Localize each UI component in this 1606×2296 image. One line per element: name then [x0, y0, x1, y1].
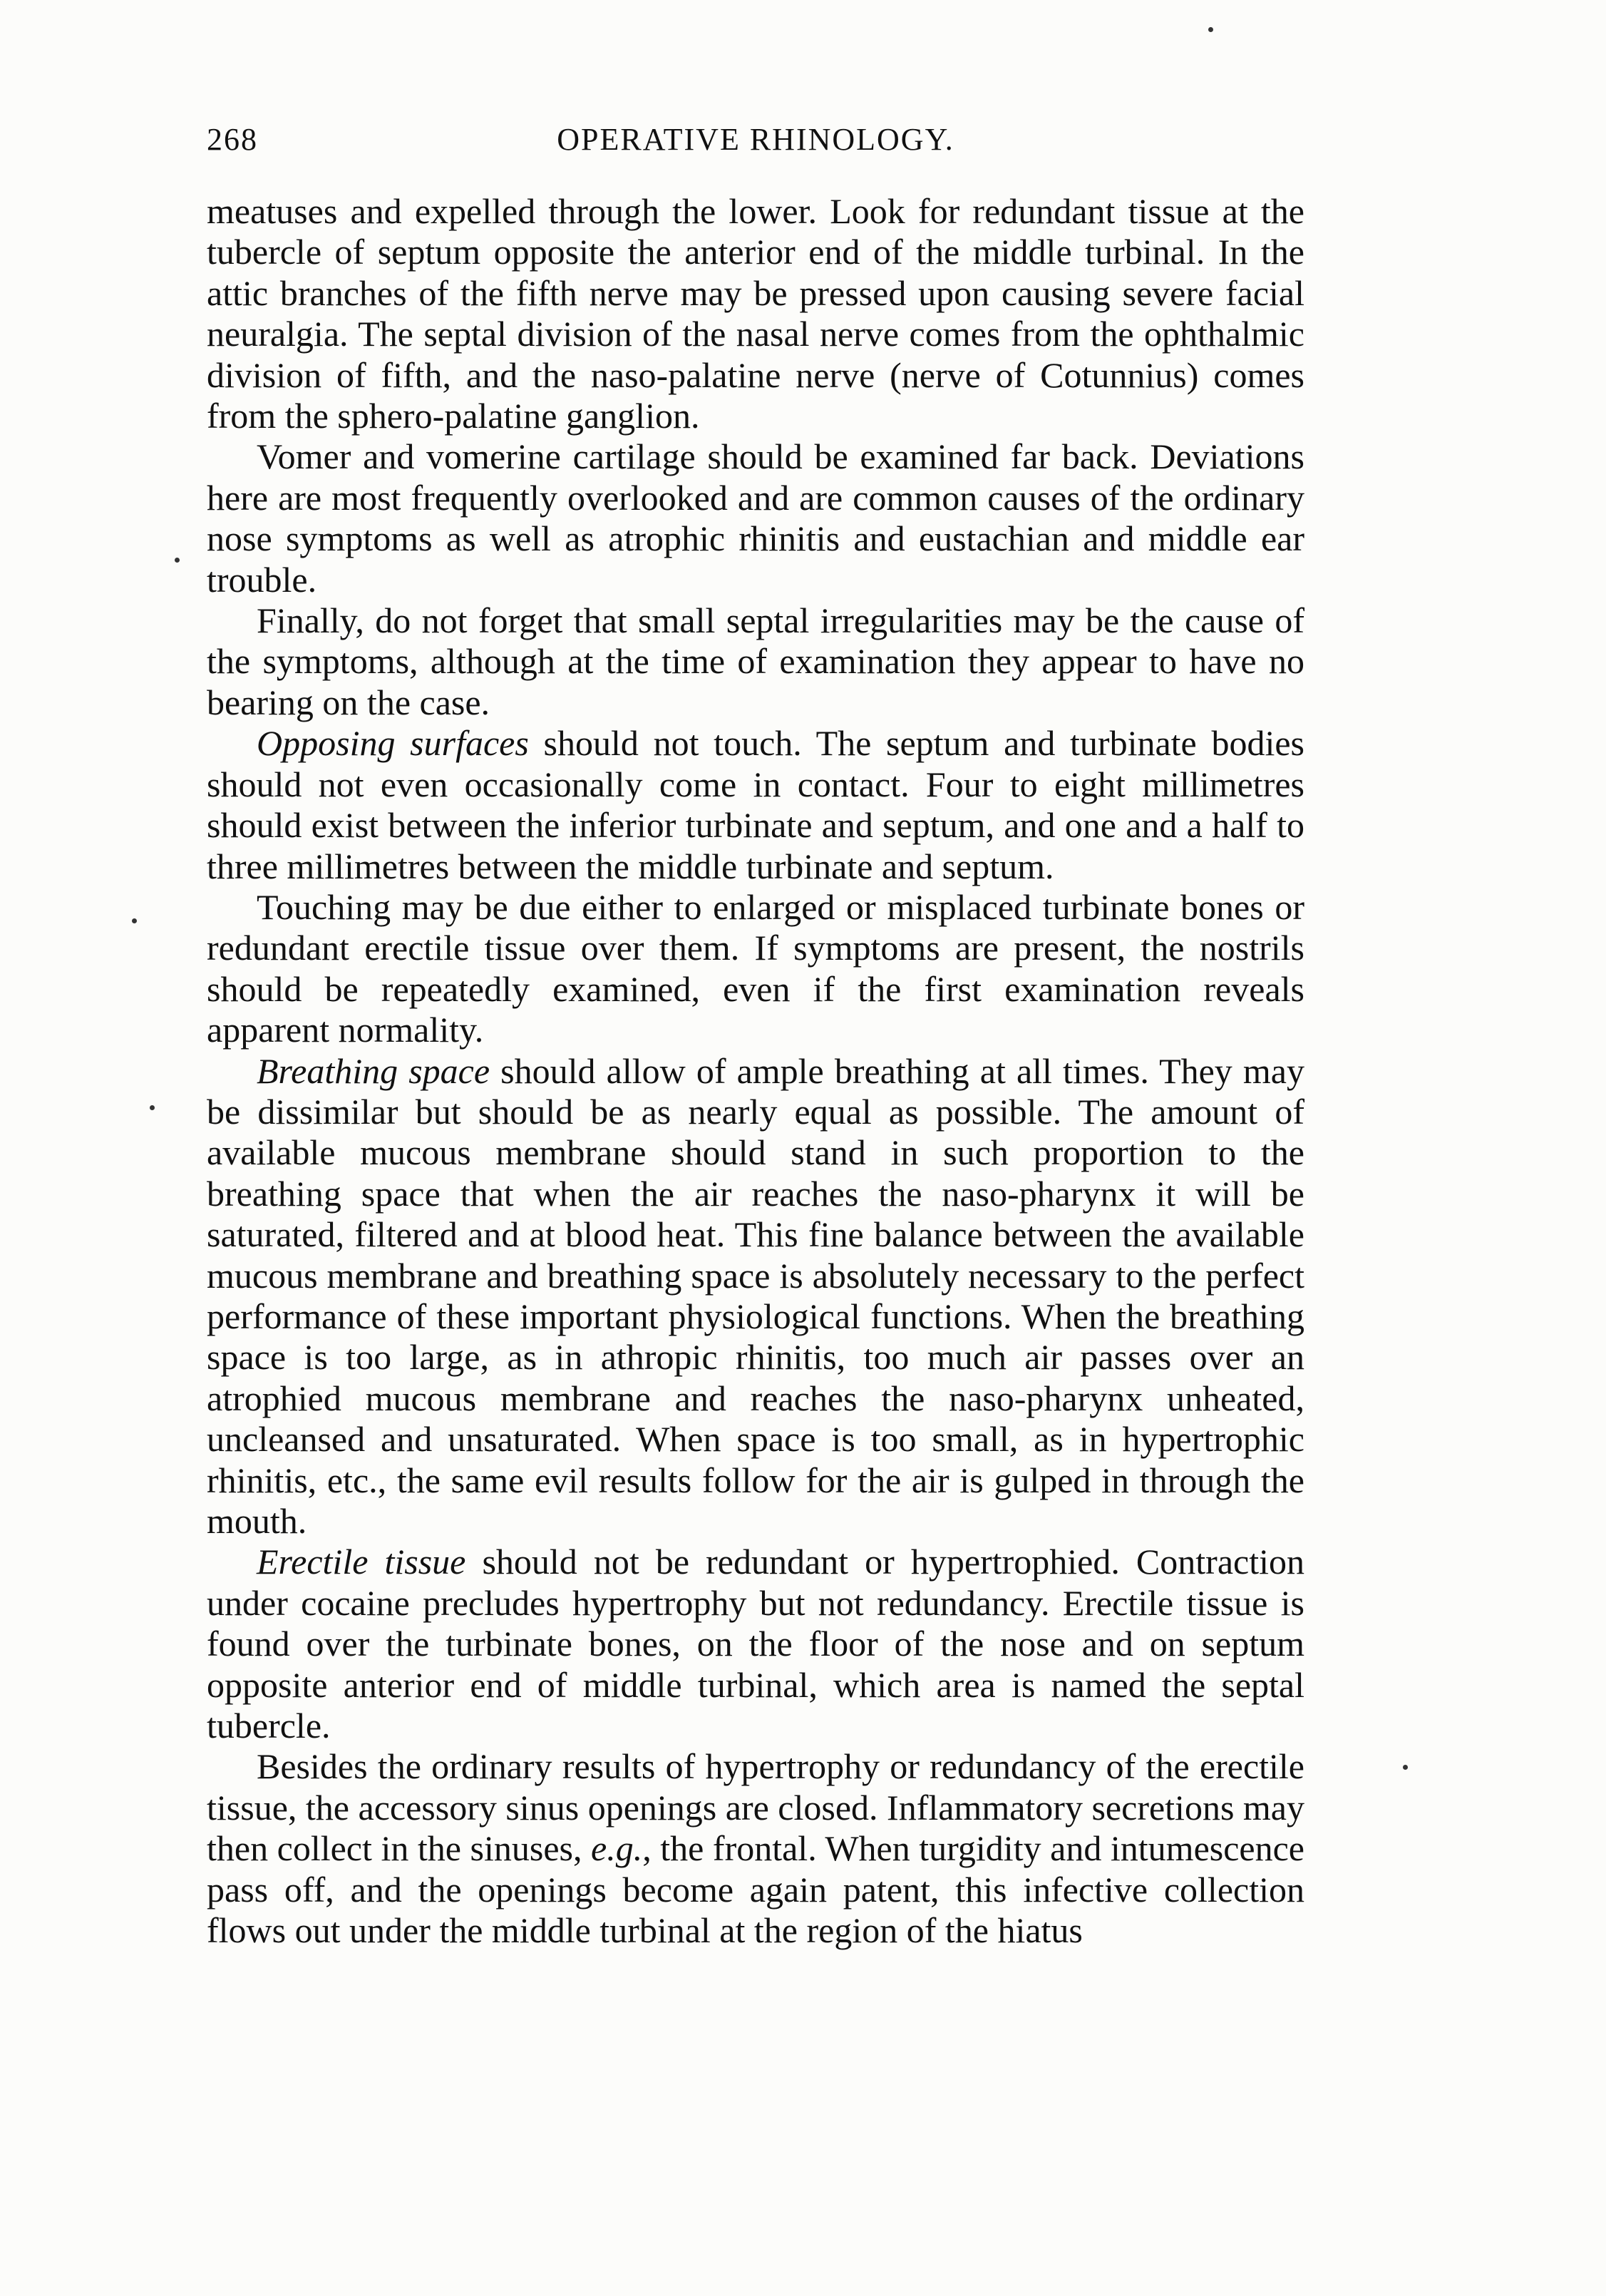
paragraph-text: Finally, do not forget that small septal irregularities may be the cause of the symptoms, although at the time of examination they appear to have no bearing on the case. [207, 600, 1304, 722]
paragraph-besides [207, 1746, 1304, 1951]
paragraph-meatuses [207, 191, 1304, 436]
body-text [207, 191, 1304, 1951]
paragraph-text: , the frontal. When turgidity and intumescence pass off, and the openings become again patent, this infective collection flows out under the middle turbinal at the region of the hiatus [207, 1828, 1304, 1951]
paragraph-lead-italic: Breathing space [257, 1050, 490, 1091]
paragraph-breathing-space [207, 1051, 1304, 1542]
abbreviation-italic: e.g. [591, 1828, 643, 1869]
paragraph-opposing-surfaces [207, 723, 1304, 887]
print-speck [175, 558, 180, 563]
paragraph-text: Touching may be due either to enlarged or misplaced turbinate bones or redundant erectile tissue over them. If symptoms are present, the nostrils should be repeatedly examined, even if the first examination reveals apparent normality. [207, 886, 1304, 1050]
paragraph-text: Besides the ordinary results of hypertrophy or redundancy of the erectile tissue, the accessory sinus openings are closed. Inflammatory secretions may then collect in the sinuses, [207, 1746, 1304, 1869]
paragraph-text: meatuses and expelled through the lower. Look for redundant tissue at the tubercle of septum opposite the anterior end of the middle turbinal. In the attic branches of the fifth nerve may be pressed upon causing severe facial neuralgia. The septal division of the nasal nerve comes from the ophthalmic division of fifth, and the naso-palatine nerve (nerve of Cotunnius) comes from the sphero-palatine ganglion. [207, 191, 1304, 436]
paragraph-finally [207, 600, 1304, 723]
paragraph-lead-italic: Erectile tissue [257, 1542, 466, 1582]
paragraph-text: should not touch. The septum and turbinate bodies should not even occasionally come in contact. Four to eight millimetres should exist between the inferior turbinate and septum, and one and a half to three millimetres between the middle turbinate and septum. [207, 723, 1305, 886]
paragraph-text: should not be redundant or hypertrophied. Contraction under cocaine precludes hypertrophy but not redundancy. Erectile tissue is found over the turbinate bones, on the floor of the nose and on septum opposite anterior end of middle turbinal, which area is named the septal tubercle. [207, 1542, 1304, 1746]
paragraph-text: should allow of ample breathing at all times. They may be dissimilar but should be as nearly equal as possible. The amount of available mucous membrane should stand in such proportion to the breathing space that when the air reaches the naso-pharynx it will be saturated, filtered and at blood heat. This fine balance between the available mucous membrane and breathing space is absolutely necessary to the perfect performance of these important physiological functions. When the breathing space is too large, as in athropic rhinitis, too much air passes over an atrophied mucous membrane and reaches the naso-pharynx unheated, uncleansed and unsaturated. When space is too small, as in hypertrophic rhinitis, etc., the same evil results follow for the air is gulped in through the mouth. [207, 1050, 1304, 1541]
paragraph-lead-italic: Opposing surfaces [257, 723, 529, 764]
paragraph-text: Vomer and vomerine cartilage should be examined far back. Deviations here are most frequently overlooked and are common causes of the ordinary nose symptoms as well as atrophic rhinitis and eustachian and middle ear trouble. [207, 436, 1304, 600]
page-number: 268 [207, 122, 258, 157]
paragraph-erectile-tissue [207, 1542, 1304, 1746]
print-speck [1208, 27, 1213, 32]
running-title: OPERATIVE RHINOLOGY. [557, 122, 954, 157]
print-speck [132, 918, 137, 923]
print-speck [150, 1105, 155, 1110]
paragraph-vomer [207, 436, 1304, 600]
running-header [207, 121, 1304, 171]
paragraph-touching [207, 887, 1304, 1051]
print-speck [1403, 1765, 1408, 1770]
